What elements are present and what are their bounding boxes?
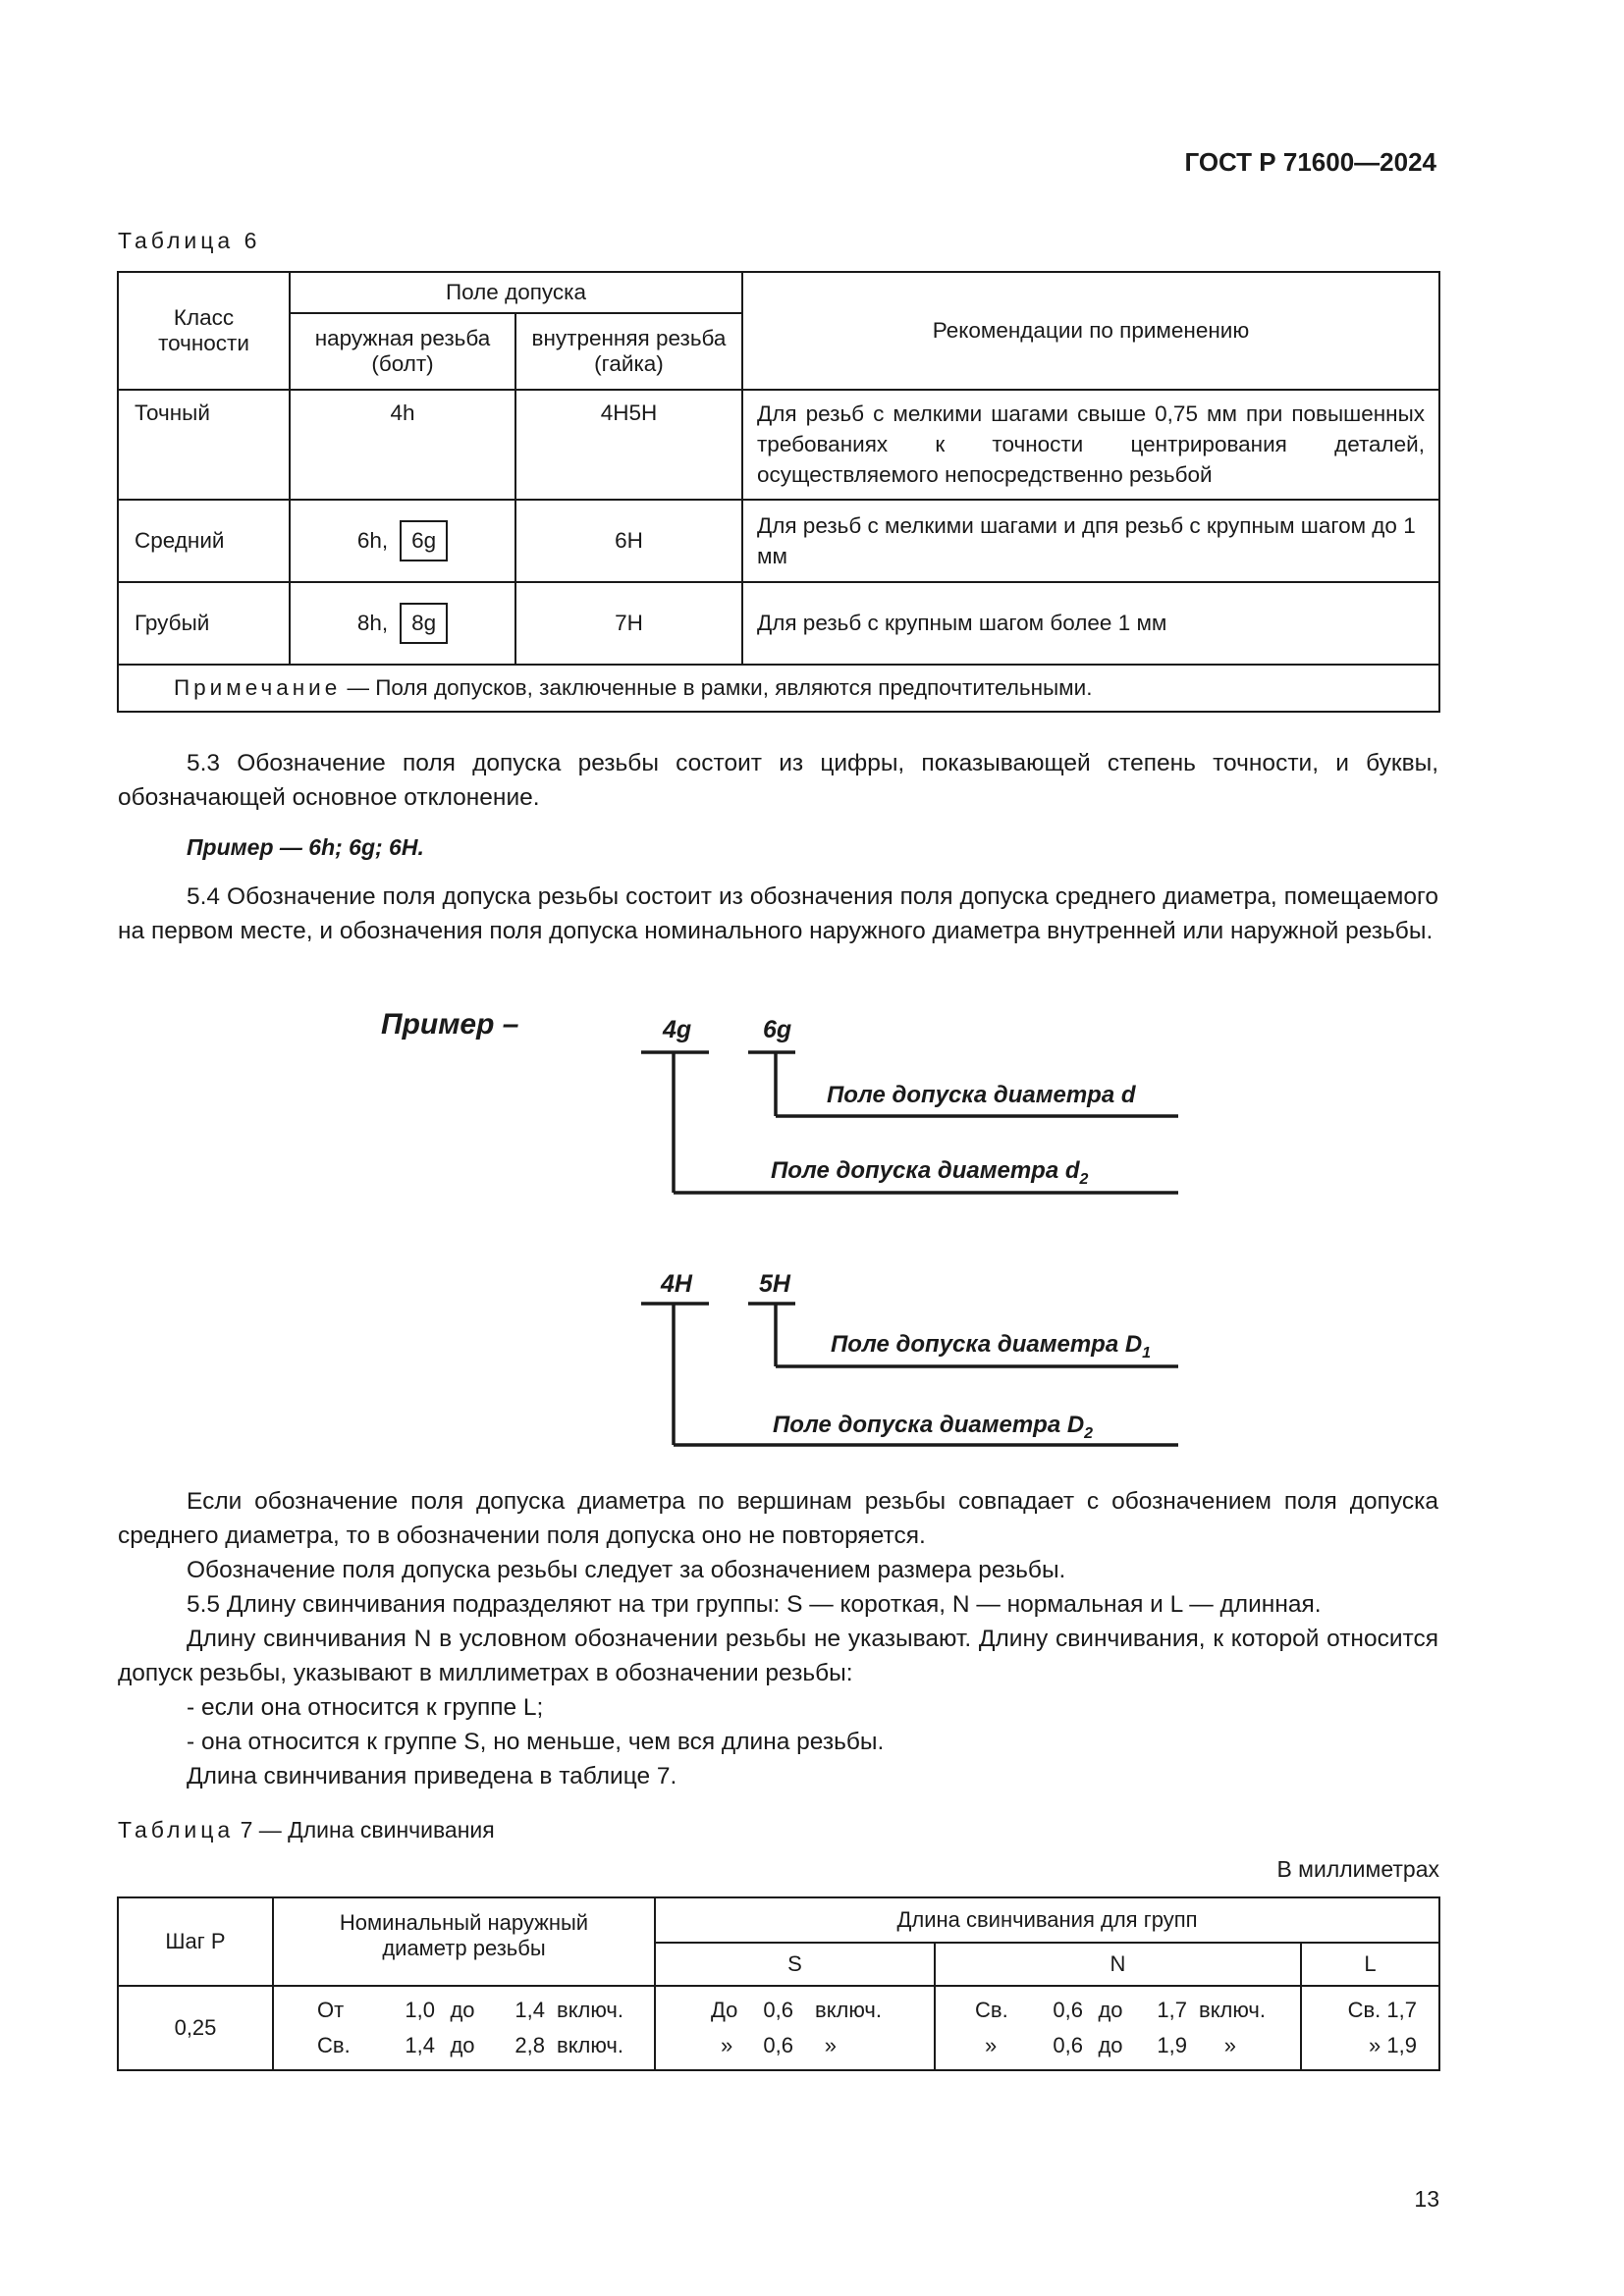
header-length: Длина свинчивания для групп xyxy=(655,1897,1439,1943)
class-cell: Грубый xyxy=(118,582,290,665)
table6-note xyxy=(118,665,1439,712)
paragraph-5-3: 5.3 Обозначение поля допуска резьбы состоит из цифры, показывающей степень точности, и буквы, обозначающей основное отклонение. xyxy=(118,750,1438,811)
paragraph-follows-size: Обозначение поля допуска резьбы следует за обозначением размера резьбы. xyxy=(187,1557,1066,1583)
units-note: В миллиметрах xyxy=(1276,1856,1439,1882)
int-cell: 7H xyxy=(515,582,742,665)
ext-value: 8h, xyxy=(356,611,389,635)
nominal-cell: От 1,0 до 1,4 включ. Св. 1,4 до 2,8 включ. xyxy=(273,1986,655,2070)
ext-cell xyxy=(290,500,515,582)
paragraph-5-4: 5.4 Обозначение поля допуска резьбы состоит из обозначения поля допуска среднего диаметра, помещаемого на первом месте, и обозначения поля допуска номинального наружного диаметра внутренней или наружной резьбы. xyxy=(118,883,1438,944)
preferred-tolerance-box: 8g xyxy=(400,603,448,644)
code-4H: 4H xyxy=(661,1270,692,1298)
header-step: Шаг P xyxy=(118,1897,273,1986)
list-item: - она относится к группе S, но меньше, чем вся длина резьбы. xyxy=(187,1729,885,1755)
table7-caption-text: 7 — Длина свинчивания xyxy=(234,1817,495,1842)
label-diameter-D2: Поле допуска диаметра $D_2$ xyxy=(773,1412,1094,1442)
header-group-l: L xyxy=(1301,1943,1439,1986)
header-group-n: N xyxy=(935,1943,1301,1986)
header-ext-cell xyxy=(290,313,515,390)
ext-value: 4h xyxy=(390,400,415,425)
page-number: 13 xyxy=(1414,2186,1439,2212)
table-row xyxy=(118,1986,1439,2070)
int-cell: 4H5H xyxy=(515,390,742,500)
class-cell: Средний xyxy=(118,500,290,582)
note-label: Примечание xyxy=(174,675,342,700)
ext-cell xyxy=(290,582,515,665)
class-cell: Точный xyxy=(118,390,290,500)
header-int-cell xyxy=(515,313,742,390)
rec-cell: Для резьб с крупным шагом более 1 мм xyxy=(742,582,1439,665)
group-s-cell: До 0,6 включ. » 0,6 » xyxy=(655,1986,935,2070)
header-ext: наружная резьба (болт) xyxy=(314,326,491,376)
group-l-cell: Св. 1,7 » 1,9 xyxy=(1301,1986,1439,2070)
label-diameter-D1: Поле допуска диаметра $D_1$ xyxy=(831,1331,1152,1362)
ext-cell xyxy=(290,390,515,500)
paragraph-5-5: 5.5 Длину свинчивания подразделяют на три группы: S — короткая, N — нормальная и L — длинная. xyxy=(187,1591,1322,1618)
table-6 xyxy=(117,271,1440,713)
label-diameter-d: Поле допуска диаметра d xyxy=(827,1082,1136,1108)
paragraph-same-designation: Если обозначение поля допуска диаметра по вершинам резьбы совпадает с обозначением поля допуска среднего диаметра, то в обозначении поля допуска оно не повторяется. xyxy=(118,1488,1438,1549)
code-5H: 5H xyxy=(759,1270,790,1298)
table-row xyxy=(118,390,1439,500)
table-7 xyxy=(117,1896,1440,2071)
label-diameter-d2: Поле допуска диаметра $d_2$ xyxy=(771,1157,1089,1188)
group-n-cell: Св. 0,6 до 1,7 включ. » 0,6 до 1,9 » xyxy=(935,1986,1301,2070)
step-cell: 0,25 xyxy=(118,1986,273,2070)
table-row xyxy=(118,582,1439,665)
preferred-tolerance-box: 6g xyxy=(400,520,448,561)
paragraph-length-n: Длину свинчивания N в условном обозначении резьбы не указывают. Длину свинчивания, к которой относится допуск резьбы, указывают в миллиметрах в обозначении резьбы: xyxy=(118,1626,1438,1686)
header-recommendations: Рекомендации по применению xyxy=(742,272,1439,390)
rec-cell: Для резьб с мелкими шагами и дпя резьб с крупным шагом до 1 мм xyxy=(742,500,1439,582)
header-class: Класс точности xyxy=(158,305,249,355)
example-6h: Пример — 6h; 6g; 6H. xyxy=(187,834,424,860)
tolerance-designation-diagram xyxy=(373,991,1218,1472)
header-field: Поле допуска xyxy=(290,272,742,313)
paragraph-see-table-7: Длина свинчивания приведена в таблице 7. xyxy=(187,1763,677,1789)
ext-value: 6h, xyxy=(356,528,389,553)
note-text: — Поля допусков, заключенные в рамки, являются предпочтительными. xyxy=(341,675,1093,700)
code-4g: 4g xyxy=(663,1016,692,1043)
table-row xyxy=(118,500,1439,582)
list-item: - если она относится к группе L; xyxy=(187,1694,544,1721)
table7-caption-label: Таблица xyxy=(118,1817,235,1842)
header-nominal-diameter-cell xyxy=(273,1897,655,1986)
table7-caption xyxy=(118,1817,495,1843)
rec-cell: Для резьб с мелкими шагами свыше 0,75 мм при повышенных требованиях к точности центрирования деталей, осуществляемого непосредственно резьбой xyxy=(742,390,1439,500)
header-group-s: S xyxy=(655,1943,935,1986)
header-int: внутренняя резьба (гайка) xyxy=(531,326,727,376)
diagram-example-label: Пример – xyxy=(381,1008,519,1041)
int-cell: 6H xyxy=(515,500,742,582)
table6-caption: Таблица 6 xyxy=(118,228,261,253)
header-nominal-diameter: Номинальный наружный диаметр резьбы xyxy=(339,1910,589,1960)
header-class-cell xyxy=(118,272,290,390)
code-6g: 6g xyxy=(763,1016,792,1043)
document-header: ГОСТ Р 71600—2024 xyxy=(1184,147,1436,177)
